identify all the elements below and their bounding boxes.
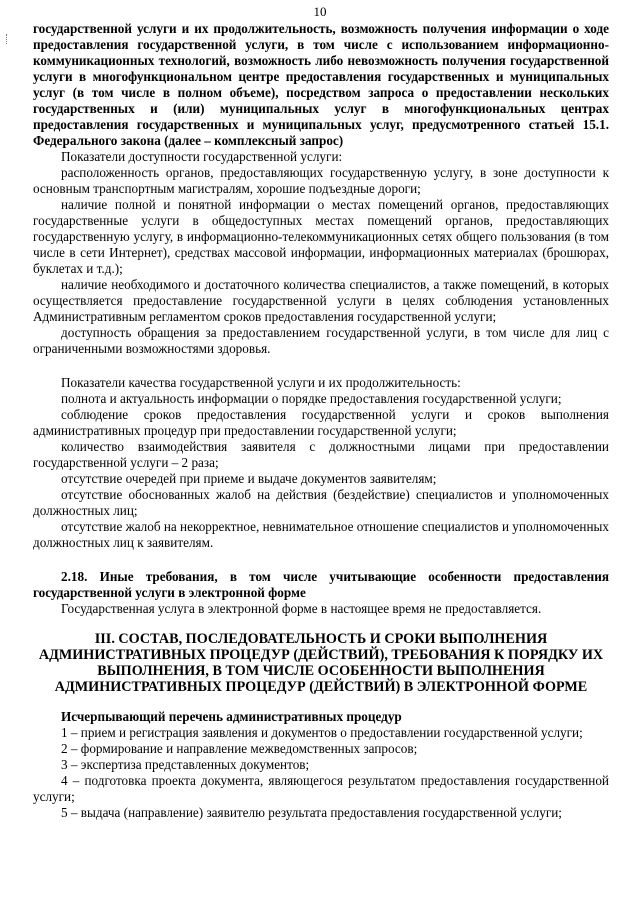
section-218-heading: 2.18. Иные требования, в том числе учитывающие особенности предоставления государственной услуги в электронной форме [33,569,609,600]
intro-paragraph: государственной услуги и их продолжительность, возможность получения информации о ходе предоставления государственной услуги, в том числе с использованием информационно-коммуникационных технологий, возможность либо невозможность получения государственной услуги в многофункциональном центре предоставления государственных и муниципальных услуг (в том числе в полном объеме), посредством запроса о предоставлении нескольких государственных и (или) муниципальных услуг в многофункциональных центрах предоставления государственных и муниципальных услуг, предусмотренного статьей 15.1. Федерального закона (далее – комплексный запрос) [33,21,609,148]
quality-heading: Показатели качества государственной услуги и их продолжительность: [61,375,461,390]
availability-item: расположенность органов, предоставляющих государственную услугу, в зоне доступности к основным транспортным магистралям, хорошие подъездные дороги; [33,165,609,196]
availability-item: наличие полной и понятной информации о местах помещений органов, предоставляющих государственные услуги в общедоступных местах помещений органов, предоставляющих государственную услугу, в информационно-телекоммуникационных сетях общего пользования (в том числе в сети Интернет), средствах массовой информации, информационных материалах (брошюрах, буклетах и т.д.); [33,197,609,276]
availability-heading: Показатели доступности государственной услуги: [61,149,343,164]
margin-mark [6,34,9,44]
procedure-item: 4 – подготовка проекта документа, являющегося результатом предоставления государственной услуги; [33,773,609,804]
quality-item: отсутствие жалоб на некорректное, невнимательное отношение специалистов и уполномоченных должностных лиц к заявителям. [33,519,610,550]
quality-item: количество взаимодействия заявителя с должностными лицами при предоставлении государственной услуги – 2 раза; [33,439,609,470]
quality-item: отсутствие обоснованных жалоб на действия (бездействие) специалистов и уполномоченных должностных лиц; [33,487,609,518]
section-218-text: Государственная услуга в электронной форме в настоящее время не предоставляется. [61,601,542,616]
availability-item: наличие необходимого и достаточного количества специалистов, а также помещений, в которых осуществляется предоставление государственной услуги в целях соблюдения установленных Административным регламентом сроков предоставления государственной услуги; [33,277,609,324]
procedure-item: 2 – формирование и направление межведомственных запросов; [61,741,418,756]
procedure-item: 3 – экспертиза представленных документов; [61,757,310,772]
quality-item: отсутствие очередей при приеме и выдаче документов заявителям; [61,471,437,486]
quality-item: полнота и актуальность информации о порядке предоставления государственной услуги; [61,391,562,406]
page-number: 10 [313,4,327,19]
chapter-3-title: III. СОСТАВ, ПОСЛЕДОВАТЕЛЬНОСТЬ И СРОКИ ВЫПОЛНЕНИЯ АДМИНИСТРАТИВНЫХ ПРОЦЕДУР (ДЕЙСТВИЙ), ТРЕБОВАНИЯ К ПОРЯДКУ ИХ ВЫПОЛНЕНИЯ, В ТОМ ЧИСЛЕ ОСОБЕННОСТИ ВЫПОЛНЕНИЯ АДМИНИСТРАТИВНЫХ ПРОЦЕДУР (ДЕЙСТВИЙ) В ЭЛЕКТРОННОЙ ФОРМЕ [38,631,604,695]
quality-item: соблюдение сроков предоставления государственной услуги и сроков выполнения административных процедур при предоставлении государственной услуги; [33,407,609,438]
procedure-item: 5 – выдача (направление) заявителю результата предоставления государственной услуги; [61,805,562,820]
availability-item: доступность обращения за предоставлением государственной услуги, в том числе для лиц с ограниченными возможностями здоровья. [33,325,609,356]
page-body [33,21,609,821]
procedure-item: 1 – прием и регистрация заявления и документов о предоставлении государственной услуги; [61,725,583,740]
procedures-list-heading: Исчерпывающий перечень административных процедур [61,709,402,724]
